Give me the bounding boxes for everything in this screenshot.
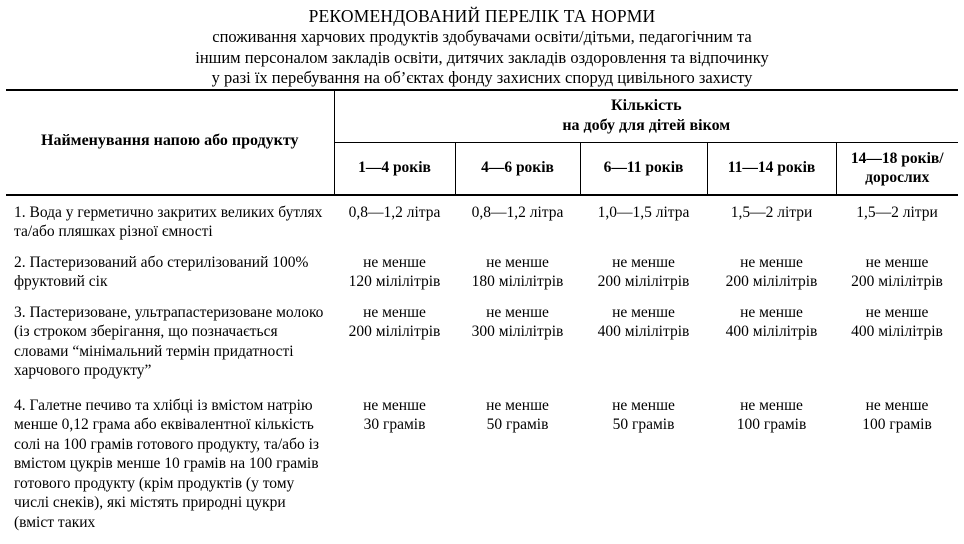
row-1-value-11-14-line-1: 1,5—2 літри xyxy=(730,203,813,221)
subtitle-line-3: у разі їх перебування на об’єктах фонду захисних споруд цивільного захисту xyxy=(211,68,753,87)
row-1-value-4-6-line-1: 0,8—1,2 літра xyxy=(471,203,564,221)
row-1-value-14-18 xyxy=(836,195,958,246)
row-4-value-11-14 xyxy=(707,389,836,541)
row-2-value-4-6 xyxy=(455,246,580,296)
row-1-value-1-4 xyxy=(334,195,455,246)
row-4-value-14-18 xyxy=(836,389,958,541)
row-4-value-1-4-line-2: 30 грамів xyxy=(363,416,426,433)
header-age-11-14 xyxy=(707,142,836,195)
header-age-1-4 xyxy=(334,142,455,195)
row-3-value-6-11-line-1: не менше xyxy=(612,303,675,321)
row-4-value-11-14-line-1: не менше xyxy=(740,396,803,414)
table-row xyxy=(6,246,958,296)
table-header xyxy=(6,90,958,195)
row-3-value-4-6-line-2: 300 мілілітрів xyxy=(471,323,564,340)
row-3-value-14-18 xyxy=(836,296,958,389)
row-4-value-6-11 xyxy=(580,389,707,541)
row-3-value-14-18-line-2: 400 мілілітрів xyxy=(851,323,943,340)
header-name-column: Найменування напою або продукту xyxy=(6,90,334,195)
header-age-14-18-line-1: 14—18 років/ xyxy=(850,149,944,167)
row-4-value-6-11-line-2: 50 грамів xyxy=(612,416,675,433)
norms-table xyxy=(6,89,958,541)
row-4-value-14-18-line-2: 100 грамів xyxy=(862,416,932,433)
row-2-value-1-4-line-2: 120 мілілітрів xyxy=(348,273,441,290)
subtitle-line-2: іншим персоналом закладів освіти, дитячих закладів оздоровлення та відпочинку xyxy=(195,47,769,67)
row-1-name: 1. Вода у герметично закритих великих бутлях та/або пляшках різної ємності xyxy=(14,203,323,240)
row-3-value-1-4-line-1: не менше xyxy=(363,303,426,321)
row-1-value-4-6 xyxy=(455,195,580,246)
table-row xyxy=(6,195,958,246)
table-body xyxy=(6,195,958,541)
header-age-11-14-line-1: 11—14 років xyxy=(727,159,816,176)
row-1-value-1-4-line-1: 0,8—1,2 літра xyxy=(348,203,441,221)
row-3-name: 3. Пастеризоване, ультрапастеризоване молоко (із строком зберігання, що позначається словами “мінімальний термін придатності харчового продукту” xyxy=(14,303,324,379)
table-row xyxy=(6,296,958,389)
row-2-value-11-14-line-2: 200 мілілітрів xyxy=(725,273,818,290)
row-2-value-14-18-line-1: не менше xyxy=(865,253,929,271)
header-age-6-11-line-1: 6—11 років xyxy=(603,159,684,176)
row-4-name: 4. Галетне печиво та хлібці із вмістом натрію менше 0,12 грама або еквівалентної кількість солі на 100 грамів готового продукту, та/або із вмістом цукрів менше 10 грамів на 100 грамів готового продукту (крім продуктів (у тому числі снеків), які містять природні цукри (вміст таких xyxy=(14,396,320,531)
row-2-value-1-4 xyxy=(334,246,455,296)
row-4-value-4-6 xyxy=(455,389,580,541)
row-4-value-14-18-line-1: не менше xyxy=(865,396,929,414)
row-4-value-4-6-line-1: не менше xyxy=(486,396,549,414)
row-3-value-4-6 xyxy=(455,296,580,389)
row-1-value-6-11-line-1: 1,0—1,5 літра xyxy=(597,203,690,221)
row-4-value-1-4 xyxy=(334,389,455,541)
row-3-value-11-14-line-1: не менше xyxy=(740,303,803,321)
row-2-value-14-18-line-2: 200 мілілітрів xyxy=(851,273,943,290)
row-1-value-6-11 xyxy=(580,195,707,246)
row-2-value-11-14-line-1: не менше xyxy=(740,253,803,271)
header-quantity-line-2: на добу для дітей віком xyxy=(562,116,731,134)
row-2-value-6-11-line-1: не менше xyxy=(612,253,675,271)
header-row-primary xyxy=(6,90,958,143)
row-4-value-6-11-line-1: не менше xyxy=(612,396,675,414)
row-4-value-11-14-line-2: 100 грамів xyxy=(736,416,807,433)
header-age-6-11 xyxy=(580,142,707,195)
row-3-value-6-11-line-2: 400 мілілітрів xyxy=(597,323,690,340)
row-4-value-4-6-line-2: 50 грамів xyxy=(486,416,549,433)
subtitle-line-1: споживання харчових продуктів здобувачами освіти/дітьми, педагогічним та xyxy=(212,27,752,46)
header-age-4-6-line-1: 4—6 років xyxy=(481,159,554,176)
row-2-value-6-11 xyxy=(580,246,707,296)
norms-table-wrapper xyxy=(6,89,958,541)
row-2-value-4-6-line-1: не менше xyxy=(486,253,549,271)
row-1-value-11-14 xyxy=(707,195,836,246)
header-quantity-group xyxy=(334,90,958,143)
row-2-value-14-18 xyxy=(836,246,958,296)
row-4-value-1-4-line-1: не менше xyxy=(363,396,426,414)
row-3-value-11-14 xyxy=(707,296,836,389)
row-3-value-11-14-line-2: 400 мілілітрів xyxy=(725,323,818,340)
row-3-value-1-4-line-2: 200 мілілітрів xyxy=(348,323,441,340)
header-quantity-line-1: Кількість xyxy=(610,96,682,114)
header-age-14-18-adults xyxy=(836,142,958,195)
row-3-value-14-18-line-1: не менше xyxy=(865,303,929,321)
title-block xyxy=(0,0,964,89)
header-age-4-6 xyxy=(455,142,580,195)
row-2-value-6-11-line-2: 200 мілілітрів xyxy=(597,273,690,290)
row-2-name: 2. Пастеризований або стерилізований 100% фруктовий сік xyxy=(14,253,309,290)
row-2-value-4-6-line-2: 180 мілілітрів xyxy=(471,273,564,290)
row-1-value-14-18-line-1: 1,5—2 літри xyxy=(856,203,938,221)
header-age-14-18-line-2: дорослих xyxy=(865,168,930,186)
header-age-1-4-line-1: 1—4 років xyxy=(358,159,431,176)
page-title: РЕКОМЕНДОВАНИЙ ПЕРЕЛІК ТА НОРМИ xyxy=(308,6,656,26)
table-row xyxy=(6,389,958,541)
row-3-value-1-4 xyxy=(334,296,455,389)
row-2-value-1-4-line-1: не менше xyxy=(363,253,426,271)
row-3-value-6-11 xyxy=(580,296,707,389)
row-3-value-4-6-line-1: не менше xyxy=(486,303,549,321)
row-2-value-11-14 xyxy=(707,246,836,296)
